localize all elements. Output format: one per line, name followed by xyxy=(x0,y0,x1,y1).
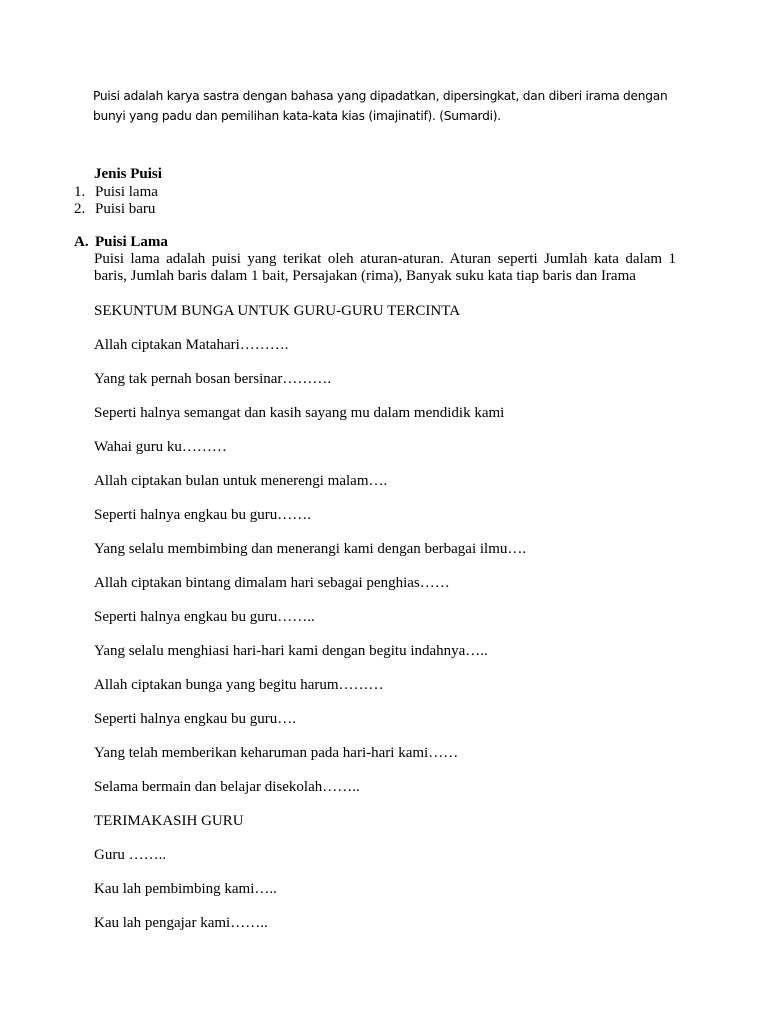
poem-line: Yang selalu membimbing dan menerangi kami dengan berbagai ilmu…. xyxy=(94,541,527,557)
poem-title: SEKUNTUM BUNGA UNTUK GURU-GURU TERCINTA xyxy=(94,303,461,319)
jenis-puisi-heading: Jenis Puisi xyxy=(94,166,162,182)
poem-block xyxy=(94,302,714,948)
poem-line: Allah ciptakan bintang dimalam hari sebagai penghias…… xyxy=(94,575,450,591)
list-text: Puisi baru xyxy=(95,201,156,217)
paragraph-line: baris, Jumlah baris dalam 1 bait, Persajakan (rima), Banyak suku kata tiap baris dan Irama xyxy=(94,268,636,284)
poem-line: Seperti halnya engkau bu guru…….. xyxy=(94,609,315,625)
list-item xyxy=(74,201,158,218)
list-text: Puisi lama xyxy=(95,184,158,200)
intro-line: bunyi yang padu dan pemilihan kata-kata kias (imajinatif). (Sumardi). xyxy=(93,109,501,123)
poem-line: Kau lah pengajar kami…….. xyxy=(94,915,268,931)
poem-line: Seperti halnya engkau bu guru……. xyxy=(94,507,312,523)
poem-line: Seperti halnya engkau bu guru…. xyxy=(94,711,297,727)
paragraph-line: Puisi lama adalah puisi yang terikat oleh aturan-aturan. Aturan seperti Jumlah kata dalam 1 xyxy=(94,251,676,267)
poem-line: Kau lah pembimbing kami….. xyxy=(94,881,277,897)
intro-line: Puisi adalah karya sastra dengan bahasa yang dipadatkan, dipersingkat, dan diberi irama dengan xyxy=(93,89,668,103)
intro-paragraph xyxy=(93,86,693,126)
puisi-lama-paragraph xyxy=(94,251,676,285)
list-number: 2. xyxy=(74,201,86,217)
poem-line: Yang selalu menghiasi hari-hari kami dengan begitu indahnya….. xyxy=(94,643,488,659)
section-a-heading xyxy=(74,234,168,251)
poem-line: Selama bermain dan belajar disekolah…….. xyxy=(94,779,360,795)
poem-title: TERIMAKASIH GURU xyxy=(94,813,244,829)
poem-line: Seperti halnya semangat dan kasih sayang mu dalam mendidik kami xyxy=(94,405,505,421)
poem-line: Wahai guru ku……… xyxy=(94,439,227,455)
poem-line: Allah ciptakan bulan untuk menerengi malam…. xyxy=(94,473,388,489)
section-marker: A. xyxy=(74,234,89,250)
poem-line: Yang telah memberikan keharuman pada hari-hari kami…… xyxy=(94,745,459,761)
poem-line: Allah ciptakan bunga yang begitu harum……… xyxy=(94,677,384,693)
list-number: 1. xyxy=(74,184,86,200)
section-title: Puisi Lama xyxy=(95,234,168,250)
jenis-puisi-list xyxy=(74,184,158,218)
poem-line: Yang tak pernah bosan bersinar………. xyxy=(94,371,332,387)
list-item xyxy=(74,184,158,201)
poem-line: Guru …….. xyxy=(94,847,167,863)
poem-line: Allah ciptakan Matahari………. xyxy=(94,337,289,353)
